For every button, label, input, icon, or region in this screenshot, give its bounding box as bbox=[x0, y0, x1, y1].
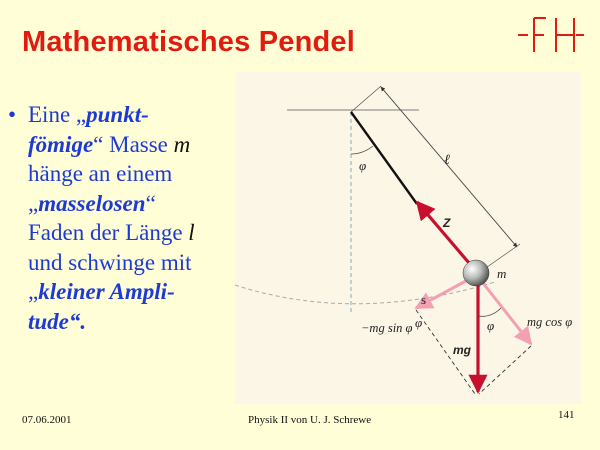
tension-force-arrow bbox=[417, 202, 475, 270]
radial-force-label: mg cos φ bbox=[527, 315, 573, 329]
pivot-angle-label: φ bbox=[359, 158, 367, 173]
arc-label: s bbox=[421, 292, 427, 307]
pivot-angle-arc bbox=[351, 146, 373, 154]
bullet-item bbox=[8, 100, 238, 336]
pendulum-diagram bbox=[235, 72, 581, 404]
lower-angle-arc bbox=[478, 308, 501, 316]
pendulum-mass bbox=[463, 260, 489, 286]
parallelogram-right bbox=[479, 346, 531, 394]
weight-force-label: mg bbox=[453, 343, 471, 357]
footer-date: 07.06.2001 bbox=[22, 414, 72, 426]
lower-left-angle-label: φ bbox=[415, 315, 423, 330]
slide-title: Mathematisches Pendel bbox=[22, 26, 355, 58]
lower-right-angle-label: φ bbox=[487, 318, 495, 333]
tangential-force-label: −mg sin φ bbox=[361, 321, 413, 335]
fh-logo bbox=[514, 14, 586, 56]
footer-course: Physik II von U. J. Schrewe bbox=[248, 414, 372, 426]
tension-force-label: Z bbox=[443, 216, 451, 230]
length-label: ℓ bbox=[444, 153, 450, 168]
bullet-text: Eine „punkt- fömige“ Masse m hänge an einem „masselosen“ Faden der Länge l und schwinge mit „kleiner Ampli- tude“. bbox=[28, 102, 195, 334]
pendulum-figure bbox=[235, 72, 581, 404]
radial-force-arrow bbox=[479, 278, 531, 344]
bullet-dot-icon: • bbox=[8, 102, 17, 127]
length-ext-top bbox=[351, 86, 381, 112]
mass-label: m bbox=[497, 266, 507, 281]
footer-page-number: 141 bbox=[558, 409, 575, 421]
